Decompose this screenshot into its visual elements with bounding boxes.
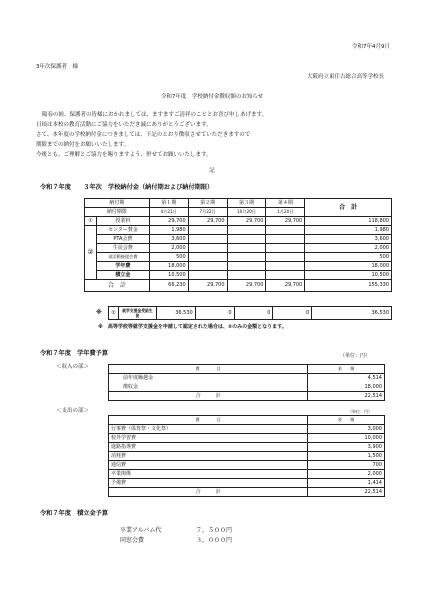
cell-total: 2,000	[305, 244, 392, 253]
expense-item: 卒業関係	[109, 470, 308, 479]
table-row	[109, 365, 385, 374]
table-row	[109, 307, 392, 320]
cell-total: 18,000	[305, 262, 392, 271]
table-row	[85, 199, 392, 208]
income-item: 徴収金	[109, 383, 308, 392]
table-row	[85, 217, 392, 226]
cell-total: 3,600	[305, 235, 392, 244]
expense-amount: 3,900	[308, 443, 385, 452]
sender: 大阪府立東住吉総合高等学校長	[306, 74, 384, 80]
table-row	[109, 392, 385, 401]
sum-label: 合 計	[85, 280, 150, 292]
sum-value: 29,700	[266, 280, 305, 292]
cell-total: 1,980	[305, 226, 392, 235]
group-mark: ②	[85, 226, 97, 280]
expense-amount: 1,414	[308, 479, 385, 488]
unit-label-2: （単位：円）	[348, 409, 372, 414]
body-line: 日頃は本校の教育活動にご協力をいただき誠にありがとうございます。	[36, 122, 212, 128]
sum-total: 155,330	[305, 280, 392, 292]
section2-heading: 令和７年度 学年費予算	[40, 350, 109, 357]
aid-star: ※	[96, 309, 102, 316]
income-total-label: 合 計	[109, 392, 308, 401]
expense-item: 校外学習費	[109, 434, 308, 443]
row-label: 部活動後援会費	[96, 253, 149, 262]
table-row	[109, 443, 385, 452]
unit-label: （単位：円）	[340, 353, 371, 359]
income-amount: 18,000	[308, 383, 385, 392]
row-label: 授業料	[96, 217, 149, 226]
cell-value: 500	[149, 253, 188, 262]
col-item: 費 目	[109, 365, 308, 374]
table-row	[109, 425, 385, 434]
table-row	[109, 479, 385, 488]
aid-note: ※ 高等学校等就学支援金を申請して認定された場合は、②のみの金額となります。	[98, 324, 287, 330]
deadline: 1月20日	[266, 208, 305, 217]
aid-total: 36,530	[312, 307, 392, 320]
expense-item: 進路指導費	[109, 443, 308, 452]
reserve-item-label: 同窓会費	[120, 537, 145, 544]
reserve-item-amount: ７，５００円	[196, 527, 233, 534]
aid-value: 0	[234, 307, 273, 320]
expense-label: ＜支出の部＞	[56, 408, 90, 414]
deadline: 7月22日	[188, 208, 227, 217]
document-date: 令和7年4月9日	[352, 44, 390, 50]
expense-item: 通信費	[109, 461, 308, 470]
body-line: 今後とも、ご理解とご協力を賜りますよう、併せてお願いいたします。	[36, 152, 212, 158]
cell-value: 10,500	[149, 271, 188, 280]
table-row	[109, 383, 385, 392]
row-label: 積立金	[96, 271, 149, 280]
body-line: 期限までの納付をお願いいたします。	[36, 142, 130, 148]
cell-value: 1,980	[149, 226, 188, 235]
expense-item: 消耗費	[109, 452, 308, 461]
expense-amount: 2,000	[308, 470, 385, 479]
cell-total: 10,500	[305, 271, 392, 280]
expense-amount: 1,500	[308, 452, 385, 461]
period-header: 第１期	[149, 199, 188, 208]
section3-heading: 令和７年度 積立金予算	[40, 510, 109, 517]
col-amount: 金 額	[308, 365, 385, 374]
sum-value: 29,700	[188, 280, 227, 292]
row-label: 学年費	[96, 262, 149, 271]
body-line: 陽春の候、保護者の皆様におかれましては、ますますご清祥のこととお喜び申しあげます。	[42, 112, 268, 118]
table-row	[85, 280, 392, 292]
expense-total-label: 合 計	[109, 488, 308, 497]
income-item: 前年度繰越金	[109, 374, 308, 383]
aid-value: 36,530	[156, 307, 195, 320]
cell-value: 29,700	[266, 217, 305, 226]
income-amount: 4,514	[308, 374, 385, 383]
table-row	[109, 452, 385, 461]
body-line: さて、本年度の学校納付金につきましては、下記のとおり徴収させていただきますので	[36, 132, 251, 138]
expense-amount: 3,000	[308, 425, 385, 434]
aid-value: 0	[273, 307, 312, 320]
aid-value: 0	[195, 307, 234, 320]
row-label: 生徒会費	[96, 244, 149, 253]
col-noufuki: 納付期	[85, 199, 150, 208]
cell-value: 2,000	[149, 244, 188, 253]
period-header: 第４期	[266, 199, 305, 208]
aid-label: 就学支援金受給生徒	[118, 307, 156, 320]
table-row	[85, 235, 392, 244]
cell-total: 500	[305, 253, 392, 262]
income-total: 22,514	[308, 392, 385, 401]
expense-item: 予備費	[109, 479, 308, 488]
table-row	[85, 244, 392, 253]
period-header: 第３期	[227, 199, 266, 208]
table-row	[109, 434, 385, 443]
table-row	[109, 461, 385, 470]
document-title: 令和7年度 学校納付金徴収額のお知らせ	[160, 94, 264, 100]
cell-value: 29,700	[227, 217, 266, 226]
cell-total: 118,800	[305, 217, 392, 226]
cell-value: 3,600	[149, 235, 188, 244]
table-row	[85, 226, 392, 235]
ki-marker: 記	[209, 168, 215, 174]
table-row	[109, 416, 385, 425]
section1-heading: 令和７年度 ３年次 学校納付金（納付期および納付期限）	[40, 184, 214, 191]
cell-value: 18,000	[149, 262, 188, 271]
row-label: センター賛金	[96, 226, 149, 235]
col-kigen: 納付期限	[85, 208, 150, 217]
cell-value: 29,700	[149, 217, 188, 226]
expense-amount: 10,000	[308, 434, 385, 443]
reserve-item-amount: ３，０００円	[196, 537, 233, 544]
table-row	[85, 262, 392, 271]
expense-amount: 700	[308, 461, 385, 470]
income-label: ＜収入の部＞	[56, 364, 90, 370]
deadline: 10月20日	[227, 208, 266, 217]
row-label: PTA会費	[96, 235, 149, 244]
sum-value: 66,230	[149, 280, 188, 292]
deadline: 4月21日	[149, 208, 188, 217]
sum-value: 29,700	[227, 280, 266, 292]
table-row	[85, 271, 392, 280]
income-table	[108, 364, 385, 401]
col-item: 費 目	[109, 416, 308, 425]
expense-total: 22,514	[308, 488, 385, 497]
expense-item: 行事費（体育祭・文化祭）	[109, 425, 308, 434]
aid-mark: ②	[109, 307, 119, 320]
cell-value: 29,700	[188, 217, 227, 226]
reserve-item-label: 卒業アルバム代	[120, 527, 162, 534]
col-amount: 金 額	[308, 416, 385, 425]
body-text	[36, 110, 267, 160]
table-row	[109, 374, 385, 383]
period-header: 第２期	[188, 199, 227, 208]
aid-table	[108, 306, 392, 320]
fee-table	[84, 198, 392, 292]
recipient: 3年次保護者 様	[36, 64, 78, 70]
total-header: 合 計	[305, 199, 392, 217]
expense-table	[108, 415, 385, 497]
table-row	[109, 488, 385, 497]
table-row	[109, 470, 385, 479]
row-mark: ①	[85, 217, 97, 226]
table-row	[85, 253, 392, 262]
